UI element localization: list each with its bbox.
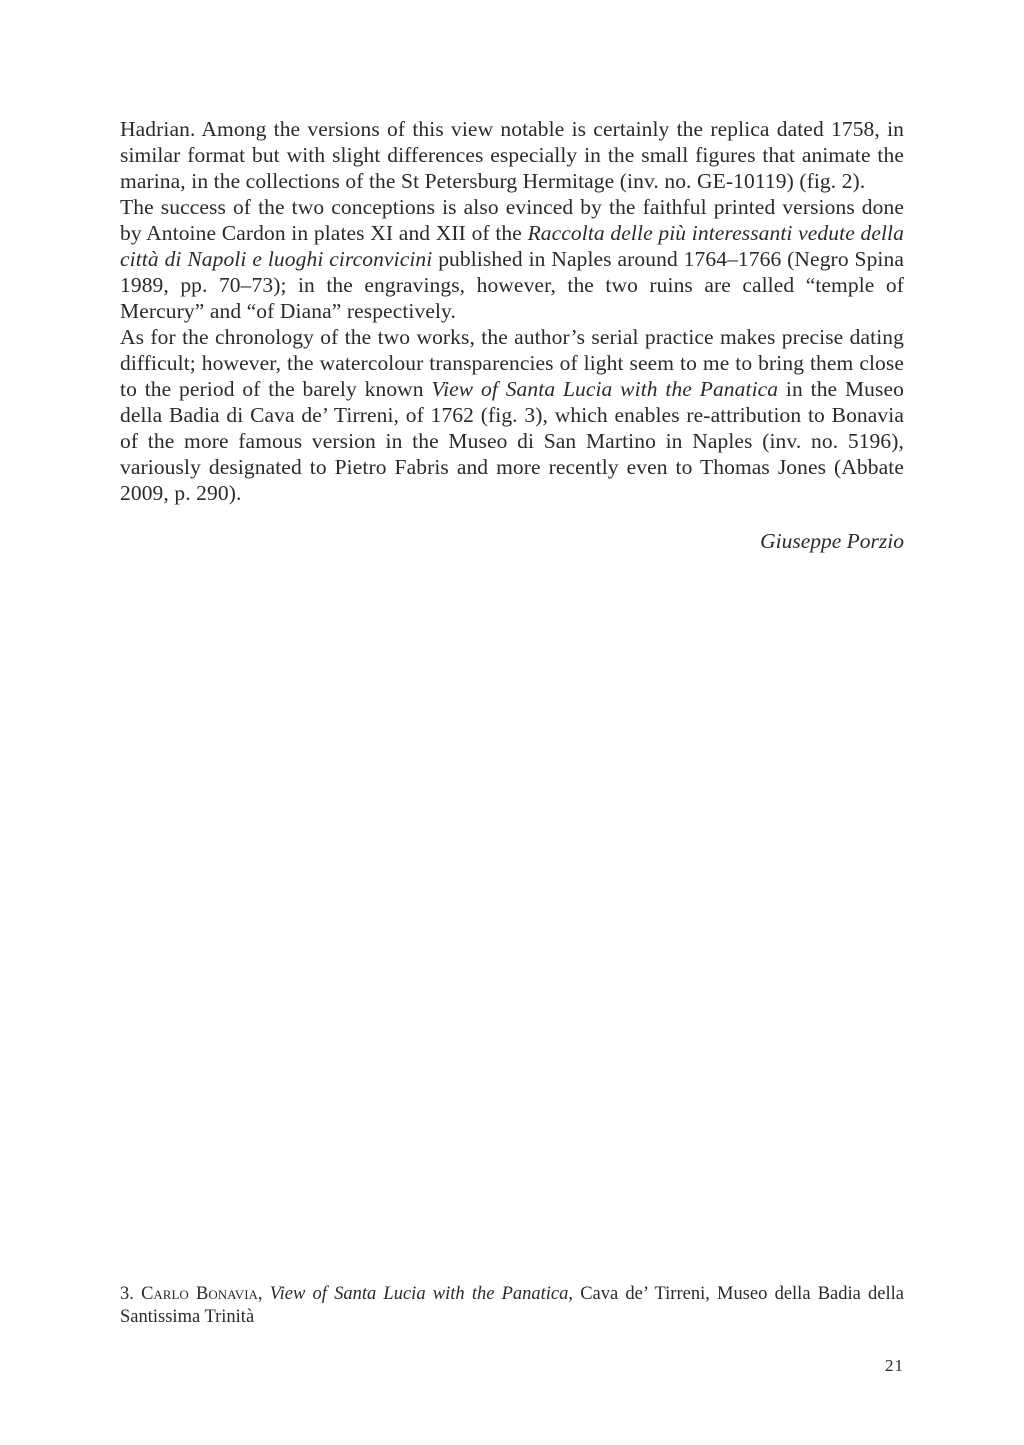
caption-title: View of Santa Lucia with the Panatica	[269, 1284, 569, 1304]
body-text: As for the chronology of the two works, the author’s serial practice makes precise dating difficult; however, the watercolour transparencies of light seem to me to bring them close to the period of the barely known	[120, 325, 904, 401]
body-text: Hadrian. Among the versions of this view notable is certainly the replica dated 1758, in similar format but with slight differences especially in the small figures that animate the marina, in the collections of the St Petersburg Hermitage (inv. no. GE-10119) (fig. 2).	[120, 117, 904, 193]
paragraph	[120, 116, 904, 194]
caption-artist: Carlo Bonavia	[141, 1284, 258, 1304]
italic-title-text: Raccolta delle più interessanti vedute della città di Napoli e luoghi circonvicini	[120, 221, 904, 271]
caption-separator: ,	[257, 1284, 270, 1304]
figure-caption	[120, 1283, 904, 1329]
main-text-block	[120, 116, 904, 554]
body-text: The success of the two conceptions is also evinced by the faithful printed versions done by Antoine Cardon in plates XI and XII of the	[120, 195, 904, 245]
author-signature: Giuseppe Porzio	[760, 529, 904, 553]
body-text: published in Naples around 1764–1766 (Negro Spina 1989, pp. 70–73); in the engravings, however, the two ruins are called “temple of Mercury” and “of Diana” respectively.	[120, 247, 904, 323]
paragraph	[120, 194, 904, 324]
page-number: 21	[885, 1356, 904, 1375]
body-text: in the Museo della Badia di Cava de’ Tirreni, of 1762 (fig. 3), which enables re-attribution to Bonavia of the more famous version in the Museo di San Martino in Naples (inv. no. 5196), variously designated to Pietro Fabris and more recently even to Thomas Jones (Abbate 2009, p. 290).	[120, 377, 904, 505]
paragraph	[120, 324, 904, 506]
caption-location: , Cava de’ Tirreni, Museo della Badia della Santissima Trinità	[120, 1284, 905, 1327]
italic-title-text: View of Santa Lucia with the Panatica	[431, 377, 779, 401]
caption-number: 3.	[120, 1284, 142, 1304]
